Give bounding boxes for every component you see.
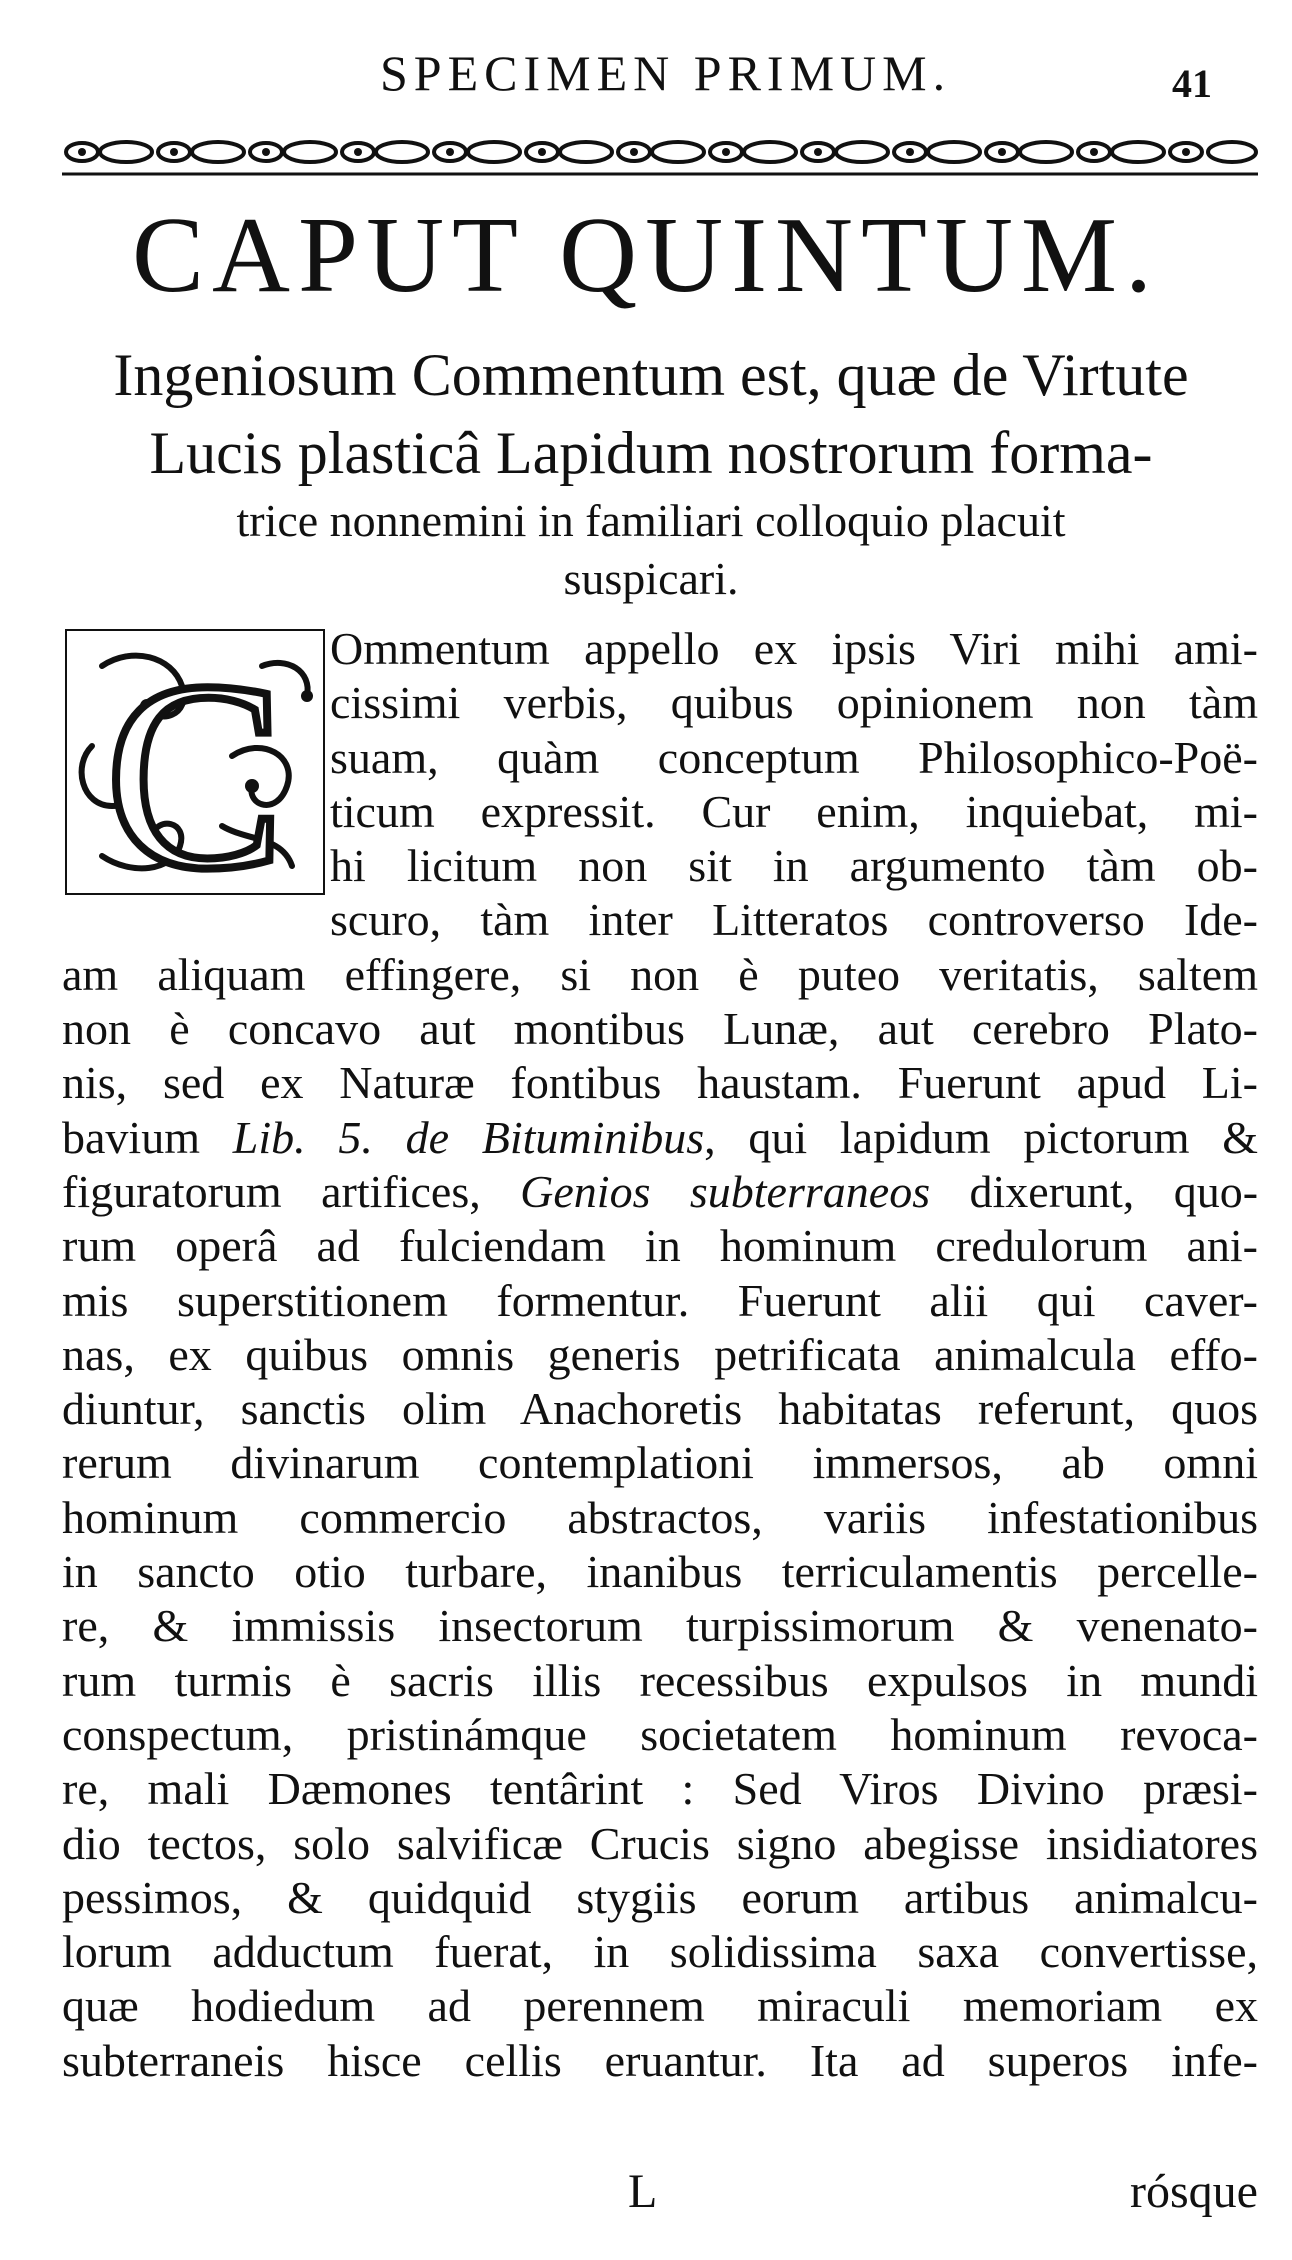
text-line: mis superstitionem formentur. Fuerunt alii qui caver- (62, 1274, 1258, 1326)
text-line: quæ hodiedum ad perennem miraculi memoriam ex (62, 1980, 1258, 2032)
text-line: scuro, tàm inter Litteratos controverso Ide- (330, 894, 1258, 946)
body-text (62, 622, 1258, 2088)
printers-ornament-border (62, 132, 1258, 178)
text-line: ticum expressit. Cur enim, inquiebat, mi- (330, 785, 1258, 837)
text-line: in sancto otio turbare, inanibus terriculamentis percelle- (62, 1546, 1258, 1598)
text-line: suam, quàm conceptum Philosophico-Poë- (330, 731, 1258, 783)
chapter-subtitle (40, 336, 1262, 608)
text-line: hi licitum non sit in argumento tàm ob- (330, 840, 1258, 892)
text-line: pessimos, & quidquid stygiis eorum artibus animalcu- (62, 1871, 1258, 1923)
text-fragment: dixerunt, quo- (969, 1165, 1259, 1217)
running-head (0, 38, 1292, 108)
subtitle-line: trice nonnemini in familiari colloquio placuit (236, 495, 1066, 546)
text-line: hominum commercio abstractos, variis infestationibus (62, 1491, 1258, 1543)
signature-mark: L (628, 2165, 658, 2218)
page-number: 41 (1172, 61, 1212, 106)
text-fragment: , qui lapidum pictorum & (704, 1111, 1258, 1163)
subtitle-line: suspicari. (563, 553, 739, 604)
italic-reference: Lib. 5. de Bituminibus (232, 1111, 705, 1163)
page-footer (0, 2164, 1292, 2224)
text-line: conspectum, pristinámque societatem hominum revoca- (62, 1708, 1258, 1760)
text-line: nas, ex quibus omnis generis petrificata animalcula effo- (62, 1328, 1258, 1380)
text-line: nis, sed ex Naturæ fontibus haustam. Fuerunt apud Li- (62, 1057, 1258, 1109)
text-line: re, mali Dæmones tentârint : Sed Viros Divino præsi- (62, 1763, 1258, 1815)
text-fragment: bavium (62, 1111, 200, 1163)
text-line: non è concavo aut montibus Lunæ, aut cerebro Plato- (62, 1003, 1258, 1055)
text-line: rum operâ ad fulciendam in hominum credulorum ani- (62, 1220, 1258, 1272)
text-line: re, & immissis insectorum turpissimorum & venenato- (62, 1600, 1258, 1652)
chapter-title: CAPUT QUINTUM. (131, 196, 1161, 315)
subtitle-line: Ingeniosum Commentum est, quæ de Virtute (113, 342, 1189, 408)
running-title: SPECIMEN PRIMUM. (380, 45, 952, 101)
italic-reference: Genios subterraneos (520, 1165, 931, 1217)
text-line-with-reference (62, 1165, 1258, 1219)
text-line: lorum adductum fuerat, in solidissima saxa convertisse, (62, 1926, 1258, 1978)
text-line-with-reference (62, 1111, 1258, 1165)
text-line: rerum divinarum contemplationi immersos, ab omni (62, 1437, 1258, 1489)
text-line: diuntur, sanctis olim Anachoretis habitatas referunt, quos (62, 1383, 1258, 1435)
text-line: cissimi verbis, quibus opinionem non tàm (330, 677, 1258, 729)
text-line: am aliquam effingere, si non è puteo veritatis, saltem (62, 948, 1258, 1000)
drop-cap-letter: C (104, 626, 286, 898)
catchword: rósque (1130, 2165, 1258, 2218)
text-fragment: figuratorum artifices, (62, 1165, 481, 1217)
text-line: dio tectos, solo salvificæ Crucis signo abegisse insidiatores (62, 1817, 1258, 1869)
text-line: rum turmis è sacris illis recessibus expulsos in mundi (62, 1654, 1258, 1706)
text-line: Ommentum appello ex ipsis Viri mihi ami- (330, 623, 1258, 674)
text-line: subterraneis hisce cellis eruantur. Ita ad superos infe- (62, 2034, 1258, 2086)
subtitle-line: Lucis plasticâ Lapidum nostrorum forma- (149, 420, 1153, 486)
